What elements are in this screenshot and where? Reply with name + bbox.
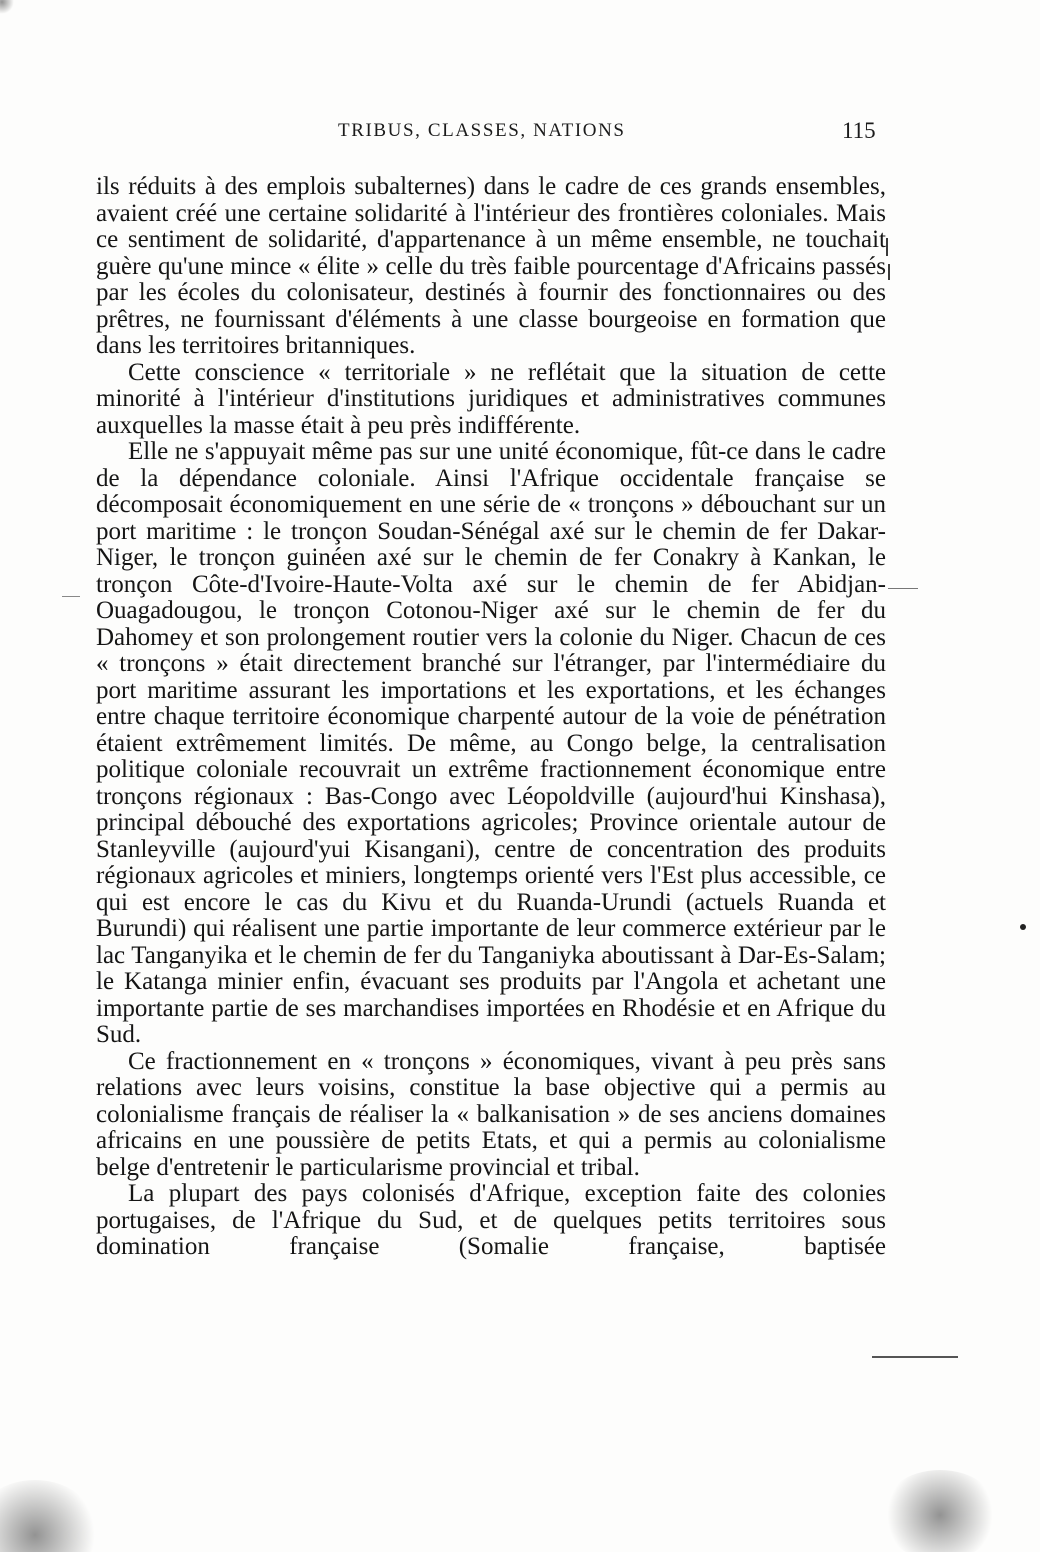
margin-dot [1020,924,1026,930]
running-head [0,118,1040,148]
paragraph: Ce fractionnement en « tronçons » économiques, vivant à peu près sans relations avec leurs voisins, constitue la base objective qui a permis au colonialisme français de réaliser la « balkanisation » de ses anciens domaines africains en une poussière de petits Etats, et qui a permis au colonialisme belge d'entretenir le particularisme provincial et tribal. [96,1047,886,1181]
margin-dash [888,588,918,589]
paragraph: Elle ne s'appuyait même pas sur une unité économique, fût-ce dans le cadre de la dépendance coloniale. Ainsi l'Afrique occidentale française se décomposait économiquement en une série de « tronçons » débouchant sur un port maritime : le tronçon Soudan-Sénégal axé sur le chemin de fer Dakar-Niger, le tronçon guinéen axé sur le chemin de fer Conakry à Kankan, le tronçon Côte-d'Ivoire-Haute-Volta axé sur le chemin de fer Abidjan-Ouagadougou, le tronçon Cotonou-Niger axé sur le chemin de fer du Dahomey et son prolongement routier vers la colonie du Niger. Chacun de ces « tronçons » était directement branché sur l'étranger, par l'intermédiaire du port maritime assurant les importations et les exportations, et les échanges entre chaque territoire économique charpenté autour de la voie de pénétration étaient extrêmement limités. De même, au Congo belge, la centralisation politique coloniale recouvrait un extrême fractionnement économique entre tronçons régionaux : Bas-Congo avec Léopoldville (aujourd'hui Kinshasa), principal débouché des exportations agricoles; Province orientale autour de Stanleyville (aujourd'yui Kisangani), centre de concentration des produits régionaux agricoles et miniers, longtemps orienté vers l'Est plus accessible, ce qui est encore le cas du Kivu et du Ruanda-Urundi (actuels Ruanda et Burundi) qui réalisent une partie importante de leur commerce extérieur par le lac Tanganyika et le chemin de fer du Tanganiyka aboutissant à Dar-Es-Salam; le Katanga minier enfin, évacuant ses produits par l'Angola et achetant une importante partie de ses marchandises importées en Rhodésie et en Afrique du Sud. [96,438,886,1048]
corner-smudge [0,0,14,14]
paragraph-continued: ils réduits à des emplois subalternes) dans le cadre de ces grands ensembles, avaient créé une certaine solidarité à l'intérieur des frontières coloniales. Mais ce sentiment de solidarité, d'appartenance à un même ensemble, ne touchait guère qu'une mince « élite » celle du très faible pourcentage d'Africains passés par les écoles du colonisateur, destinés à fournir des fonctionnaires ou des prêtres, ne fournissant d'éléments à une classe bourgeoise en formation que dans les territoires britanniques. [96,173,886,359]
margin-dash [62,596,80,597]
body-text [96,174,886,1261]
page-number: 115 [842,118,876,143]
margin-mark [888,264,890,280]
paragraph: Cette conscience « territoriale » ne reflétait que la situation de cette minorité à l'intérieur d'institutions juridiques et administratives communes auxquelles la masse était à peu près indifférente. [96,358,886,439]
paragraph-continues: La plupart des pays colonisés d'Afrique, exception faite des colonies portugaises, de l'Afrique du Sud, et de quelques petits territoires sous domination française (Somalie française, baptisée [96,1180,886,1260]
running-title: TRIBUS, CLASSES, NATIONS [338,120,626,141]
corner-smudge [0,1480,100,1552]
margin-mark [886,238,888,256]
margin-dash [872,1356,958,1358]
corner-smudge [880,1470,1000,1552]
